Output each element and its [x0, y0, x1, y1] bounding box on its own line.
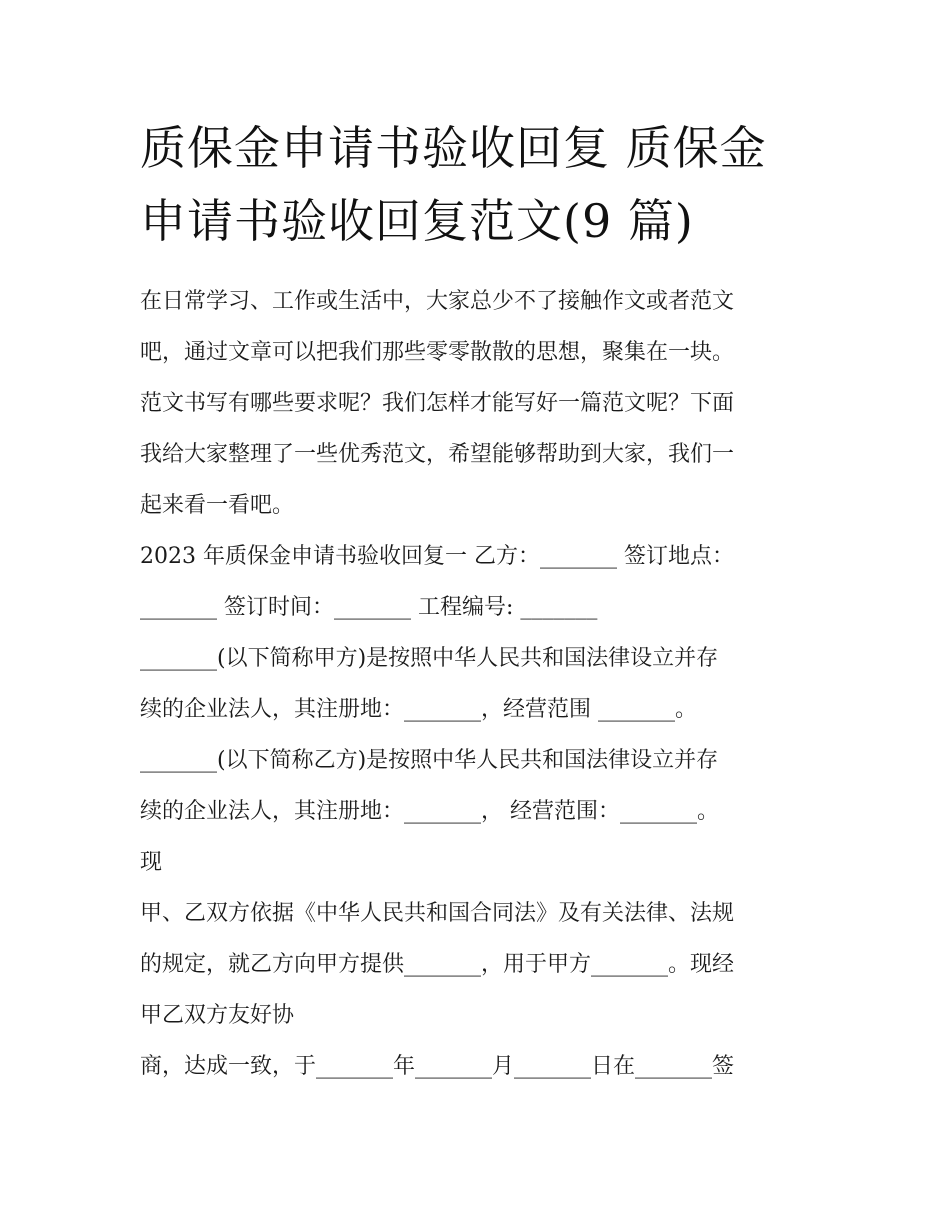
section-line-7: 现 — [140, 850, 163, 875]
section-line-6: 续的企业法人，其注册地：_______， 经营范围：_______。 — [140, 799, 719, 824]
intro-line-2: 吧，通过文章可以把我们那些零零散散的思想，聚集在一块。 — [140, 340, 735, 365]
section-line-1: 2023 年质保金申请书验收回复一 乙方：_______ 签订地点： — [140, 544, 734, 569]
section-line-9: 的规定，就乙方向甲方提供_______，用于甲方_______。现经 — [140, 952, 735, 977]
section-line-3: _______(以下简称甲方)是按照中华人民共和国法律设立并存 — [140, 646, 719, 671]
section-line-8: 甲、乙双方依据《中华人民共和国合同法》及有关法律、法规 — [140, 901, 735, 926]
section-line-11: 商，达成一致，于_______年_______月_______日在_______签 — [140, 1054, 735, 1079]
contract-section — [140, 531, 820, 1092]
intro-line-5: 起来看一看吧。 — [140, 493, 295, 518]
intro-line-4: 我给大家整理了一些优秀范文，希望能够帮助到大家，我们一 — [140, 442, 735, 467]
section-line-10: 甲乙双方友好协 — [140, 1003, 295, 1028]
document-title — [140, 112, 820, 258]
title-line-2: 申请书验收回复范文(9 篇) — [140, 194, 694, 248]
title-line-1: 质保金申请书验收回复 质保金 — [140, 121, 767, 175]
section-line-5: _______(以下简称乙方)是按照中华人民共和国法律设立并存 — [140, 748, 719, 773]
section-line-2: _______ 签订时间：_______ 工程编号: _______ — [140, 595, 598, 620]
document-body — [140, 276, 820, 1092]
section-line-4: 续的企业法人，其注册地：_______，经营范围 _______。 — [140, 697, 697, 722]
intro-line-3: 范文书写有哪些要求呢？我们怎样才能写好一篇范文呢？下面 — [140, 391, 735, 416]
intro-line-1: 在日常学习、工作或生活中，大家总少不了接触作文或者范文 — [140, 289, 735, 314]
intro-paragraph — [140, 276, 820, 531]
